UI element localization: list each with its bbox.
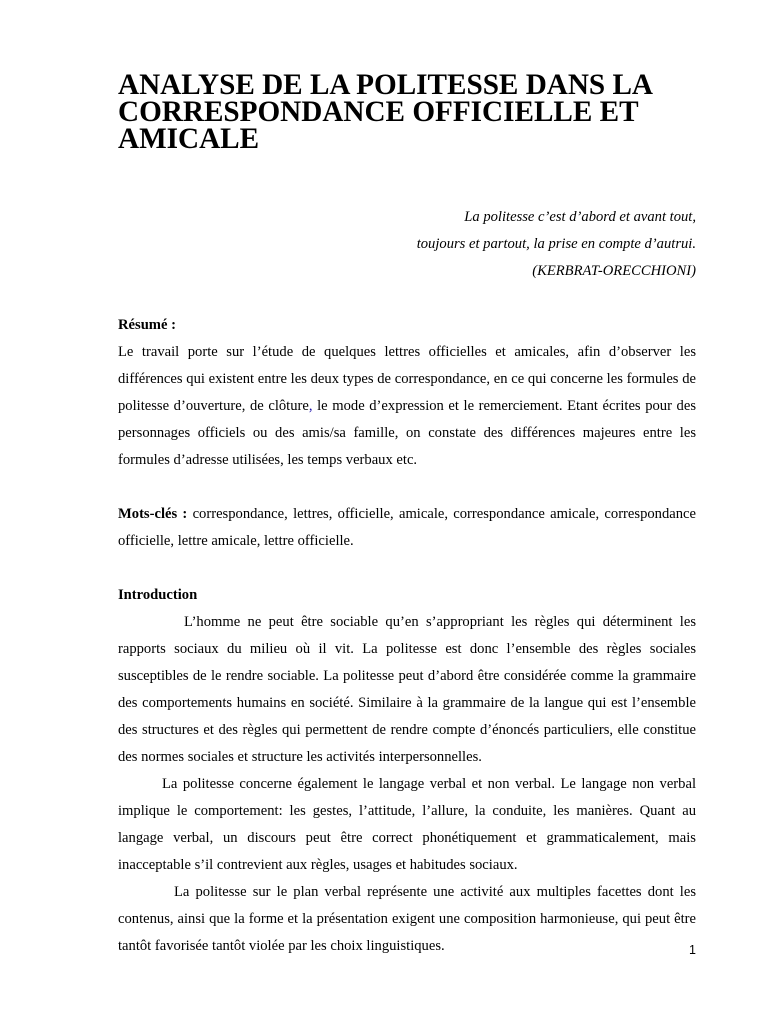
keywords-list: correspondance, lettres, officielle, amicale, correspondance amicale, correspondance officielle, lettre amicale, lettre officielle. — [118, 506, 696, 549]
keywords-text — [118, 501, 696, 555]
introduction-heading: Introduction — [118, 587, 198, 603]
epigraph — [118, 204, 696, 285]
introduction-paragraph-1: L’homme ne peut être sociable qu’en s’appropriant les règles qui déterminent les rapports sociaux du milieu où il vit. La politesse est donc l’ensemble des règles sociales susceptibles de le rendre sociable. La politesse peut d’abord être considérée comme la grammaire des comportements humains en société. Similaire à la grammaire de la langue qui est l’ensemble des structures et des règles qui permettent de rendre compte d’énoncés particuliers, elle constitue des normes sociales et structure les activités interpersonnelles. — [118, 614, 696, 765]
introduction-paragraph-2: La politesse concerne également le langage verbal et non verbal. Le langage non verbal implique le comportement: les gestes, l’attitude, l’allure, la conduite, les manières. Quant au langage verbal, un discours peut être correct phonétiquement et grammaticalement, mais inacceptable s’il contrevient aux règles, usages et habitudes sociaux. — [118, 776, 696, 873]
abstract-text — [118, 339, 696, 474]
document-body — [118, 69, 697, 960]
epigraph-line-1: La politesse c’est d’abord et avant tout, — [464, 209, 696, 225]
abstract-heading: Résumé : — [118, 317, 176, 333]
abstract-text-part-1: Le travail porte sur l’étude de quelques lettres officielles et amicales, afin d’observer les différences qui existent entre les deux types de correspondance, en ce qui concerne les formules de politesse d’ouverture, de clôture — [118, 344, 696, 414]
page-number: 1 — [689, 943, 696, 957]
keywords-label: Mots-clés : — [118, 506, 188, 522]
abstract-text-part-2: le mode d’expression et le remerciement. Etant écrites pour des personnages officiels ou des amis/sa famille, on constate des différences majeures entre les formules d’adresse utilisées, les temps verbaux etc. — [118, 398, 697, 468]
epigraph-attribution: (KERBRAT-ORECCHIONI) — [532, 263, 696, 279]
keywords-section — [118, 501, 696, 555]
introduction-paragraph-3: La politesse sur le plan verbal représente une activité aux multiples facettes dont les contenus, ainsi que la forme et la présentation exigent une composition harmonieuse, qui peut être tantôt favorisée tantôt violée par les choix linguistiques. — [118, 884, 696, 954]
introduction-section — [118, 582, 696, 960]
document-title: ANALYSE DE LA POLITESSE DANS LA CORRESPONDANCE OFFICIELLE ET AMICALE — [118, 69, 652, 155]
abstract-comma-link[interactable]: , — [308, 398, 313, 414]
epigraph-line-2: toujours et partout, la prise en compte d’autrui. — [416, 236, 696, 252]
abstract-section — [118, 312, 696, 474]
